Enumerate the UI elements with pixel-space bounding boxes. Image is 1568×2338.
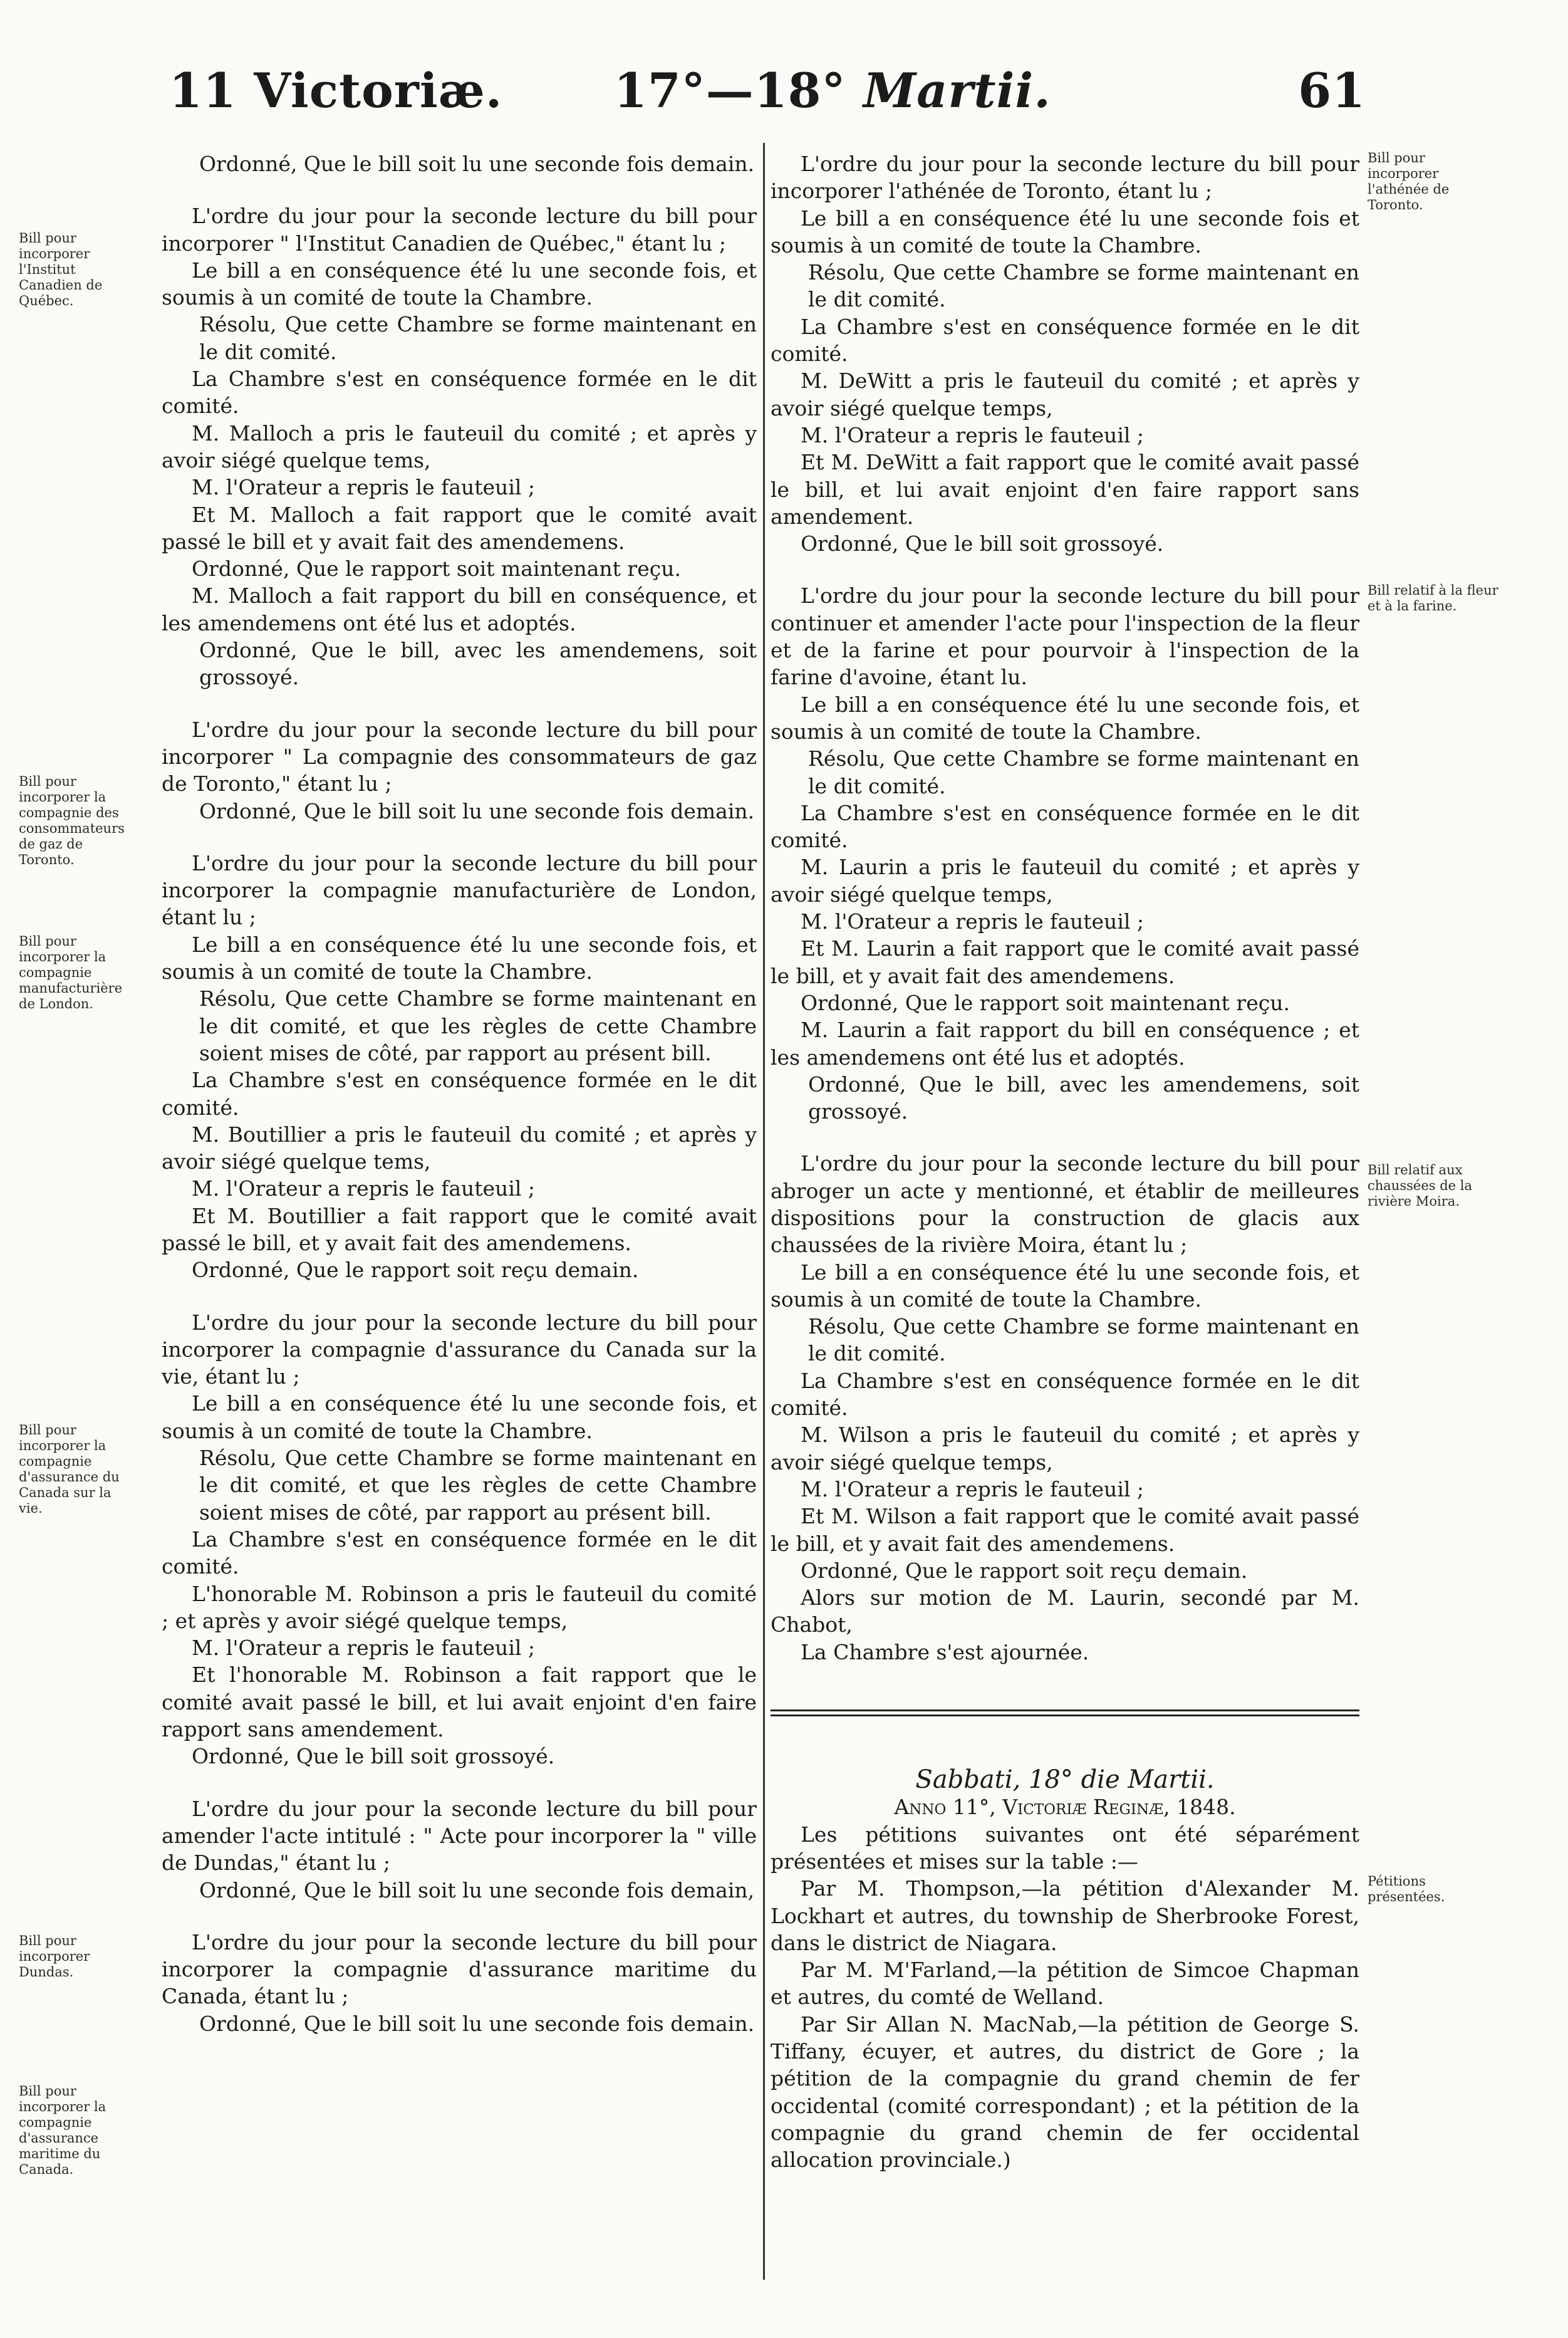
paragraph: Alors sur motion de M. Laurin, secondé par M. Chabot,: [771, 1585, 1359, 1637]
paragraph: Et M. Malloch a fait rapport que le comité avait passé le bill et y avait fait des amendemens.: [162, 502, 757, 554]
paragraph: La Chambre s'est en conséquence formée en le dit comité.: [162, 1526, 757, 1579]
paragraph: La Chambre s'est ajournée.: [801, 1639, 1089, 1664]
paragraph: Ordonné, Que le bill soit lu une seconde fois demain.: [199, 152, 755, 176]
paragraph: Résolu, Que cette Chambre se forme maintenant en le dit comité.: [808, 260, 1359, 312]
paragraph: Et M. Laurin a fait rapport que le comité avait passé le bill, et y avait fait des amendemens.: [771, 936, 1359, 988]
paragraph: L'ordre du jour pour la seconde lecture du bill pour continuer et amender l'acte pour l'inspection de la fleur et de la farine et pour pourvoir à l'inspection de la farine d'avoine, étant lu.: [771, 583, 1359, 690]
paragraph: Le bill a en conséquence été lu une seconde fois et soumis à un comité de toute la Chambre.: [771, 206, 1359, 258]
paragraph: Par M. Thompson,—la pétition d'Alexander M. Lockhart et autres, du township de Sherbrooke Forest, dans le district de Niagara.: [771, 1876, 1359, 1955]
regnal-year-line: Anno 11°, Victoriæ Reginæ, 1848.: [894, 1795, 1236, 1820]
paragraph: M. Laurin a pris le fauteuil du comité ; et après y avoir siégé quelque temps,: [771, 855, 1359, 907]
paragraph: M. l'Orateur a repris le fauteuil ;: [192, 1636, 536, 1661]
header-date-month: Martii.: [863, 63, 1051, 118]
margin-note: Bill relatif à la fleur et à la farine.: [1368, 583, 1498, 613]
paragraph: Et M. DeWitt a fait rapport que le comité avait passé le bill, et lui avait enjoint d'en faire rapport sans amendement.: [771, 450, 1359, 529]
paragraph: Ordonné, Que le bill soit lu une seconde fois demain,: [199, 1877, 755, 1902]
paragraph: La Chambre s'est en conséquence formée en le dit comité.: [162, 1068, 757, 1120]
paragraph: Par M. M'Farland,—la pétition de Simcoe Chapman et autres, du comté de Welland.: [771, 1958, 1359, 2010]
paragraph: Et l'honorable M. Robinson a fait rapport que le comité avait passé le bill, et lui avait enjoint d'en faire rapport sans amendement.: [162, 1662, 757, 1742]
page-number: 61: [1298, 63, 1366, 118]
margin-note: Bill pour incorporer la compagnie des consommateurs de gaz de Toronto.: [19, 774, 125, 867]
margin-note: Bill pour incorporer la compagnie manufacturière de London.: [19, 934, 123, 1011]
margin-note: Bill pour incorporer la compagnie d'assurance du Canada sur la vie.: [19, 1422, 120, 1516]
paragraph: Ordonné, Que le bill soit grossoyé.: [801, 531, 1164, 556]
left-column: [162, 150, 757, 2037]
header-date: [614, 63, 1051, 118]
paragraph: Et M. Boutillier a fait rapport que le comité avait passé le bill, et y avait fait des amendemens.: [162, 1203, 757, 1255]
paragraph: Le bill a en conséquence été lu une seconde fois, et soumis à un comité de toute la Chambre.: [771, 1260, 1359, 1312]
paragraph: Ordonné, Que le bill, avec les amendemens, soit grossoyé.: [199, 638, 757, 690]
paragraph: Les pétitions suivantes ont été séparément présentées et mises sur la table :—: [771, 1822, 1359, 1874]
paragraph: Résolu, Que cette Chambre se forme maintenant en le dit comité, et que les règles de cette Chambre soient mises de côté, par rapport au présent bill.: [199, 986, 757, 1065]
column-divider: [763, 143, 765, 2280]
paragraph: M. Malloch a fait rapport du bill en conséquence, et les amendemens ont été lus et adoptés.: [162, 583, 757, 635]
paragraph: L'ordre du jour pour la seconde lecture du bill pour incorporer la compagnie d'assurance maritime du Canada, étant lu ;: [162, 1929, 757, 2009]
margin-note: Bill relatif aux chaussées de la rivière Moira.: [1368, 1162, 1472, 1209]
paragraph: M. Malloch a pris le fauteuil du comité ; et après y avoir siégé quelque tems,: [162, 420, 757, 472]
paragraph: Ordonné, Que le rapport soit reçu demain.: [192, 1258, 639, 1283]
margin-note: Bill pour incorporer l'athénée de Toronto.: [1368, 150, 1450, 212]
paragraph: M. l'Orateur a repris le fauteuil ;: [801, 422, 1145, 447]
session-date-heading: Sabbati, 18° die Martii.: [915, 1765, 1215, 1795]
paragraph: L'ordre du jour pour la seconde lecture du bill pour incorporer la compagnie d'assurance du Canada sur la vie, étant lu ;: [162, 1310, 757, 1389]
paragraph: M. DeWitt a pris le fauteuil du comité ; et après y avoir siégé quelque temps,: [771, 368, 1359, 420]
paragraph: M. l'Orateur a repris le fauteuil ;: [192, 475, 536, 500]
paragraph: La Chambre s'est en conséquence formée en le dit comité.: [771, 800, 1359, 853]
paragraph: Ordonné, Que le bill soit grossoyé.: [192, 1744, 555, 1769]
paragraph: L'ordre du jour pour la seconde lecture du bill pour incorporer l'athénée de Toronto, étant lu ;: [771, 152, 1359, 204]
paragraph: M. Boutillier a pris le fauteuil du comité ; et après y avoir siégé quelque tems,: [162, 1122, 757, 1174]
paragraph: L'honorable M. Robinson a pris le fauteuil du comité ; et après y avoir siégé quelque temps,: [162, 1581, 757, 1633]
paragraph: M. l'Orateur a repris le fauteuil ;: [801, 909, 1145, 934]
paragraph: Et M. Wilson a fait rapport que le comité avait passé le bill, et y avait fait des amendemens.: [771, 1504, 1359, 1556]
margin-note: Bill pour incorporer Dundas.: [19, 1933, 90, 1980]
paragraph: Le bill a en conséquence été lu une seconde fois, et soumis à un comité de toute la Chambre.: [162, 1391, 757, 1443]
header-regnal-year: 11 Victoriæ.: [169, 63, 503, 118]
paragraph: Ordonné, Que le rapport soit reçu demain.: [801, 1558, 1248, 1583]
paragraph: Par Sir Allan N. MacNab,—la pétition de George S. Tiffany, écuyer, et autres, du district de Gore ; la pétition de la compagnie du grand chemin de fer occidental (comité correspondant) ; et la pétition de la compagnie du grand chemin de fer occidental allocation provinciale.): [771, 2012, 1359, 2173]
paragraph: Résolu, Que cette Chambre se forme maintenant en le dit comité.: [199, 312, 757, 364]
paragraph: Résolu, Que cette Chambre se forme maintenant en le dit comité, et que les règles de cette Chambre soient mises de côté, par rapport au présent bill.: [199, 1446, 757, 1525]
paragraph: M. l'Orateur a repris le fauteuil ;: [192, 1176, 536, 1201]
header-date-numbers: 17°—18°: [614, 63, 846, 118]
paragraph: L'ordre du jour pour la seconde lecture du bill pour amender l'acte intitulé : " Acte pour incorporer la " ville de Dundas," étant lu ;: [162, 1796, 757, 1876]
paragraph: Le bill a en conséquence été lu une seconde fois, et soumis à un comité de toute la Chambre.: [162, 932, 757, 984]
paragraph: M. l'Orateur a repris le fauteuil ;: [801, 1476, 1145, 1501]
margin-note: Bill pour incorporer l'Institut Canadien de Québec.: [19, 231, 103, 308]
paragraph: Résolu, Que cette Chambre se forme maintenant en le dit comité.: [808, 1314, 1359, 1366]
paragraph: L'ordre du jour pour la seconde lecture du bill pour incorporer " La compagnie des consommateurs de gaz de Toronto," étant lu ;: [162, 717, 757, 796]
paragraph: La Chambre s'est en conséquence formée en le dit comité.: [162, 367, 757, 419]
paragraph: Le bill a en conséquence été lu une seconde fois, et soumis à un comité de toute la Chambre.: [162, 258, 757, 310]
paragraph: L'ordre du jour pour la seconde lecture du bill pour abroger un acte y mentionné, et établir de meilleures dispositions pour la construction de glacis aux chaussées de la rivière Moira, étant lu ;: [771, 1151, 1359, 1258]
paragraph: M. Laurin a fait rapport du bill en conséquence ; et les amendemens ont été lus et adoptés.: [771, 1018, 1359, 1070]
paragraph: L'ordre du jour pour la seconde lecture du bill pour incorporer " l'Institut Canadien de Québec," étant lu ;: [162, 204, 757, 256]
paragraph: Ordonné, Que le bill soit lu une seconde fois demain.: [199, 798, 755, 823]
paragraph: L'ordre du jour pour la seconde lecture du bill pour incorporer la compagnie manufacturière de London, étant lu ;: [162, 850, 757, 930]
paragraph: M. Wilson a pris le fauteuil du comité ; et après y avoir siégé quelque temps,: [771, 1422, 1359, 1474]
paragraph: Le bill a en conséquence été lu une seconde fois, et soumis à un comité de toute la Chambre.: [771, 692, 1359, 744]
paragraph: La Chambre s'est en conséquence formée en le dit comité.: [771, 1368, 1359, 1421]
right-column: [771, 150, 1359, 2173]
paragraph: Ordonné, Que le bill soit lu une seconde fois demain.: [199, 2011, 755, 2036]
paragraph: Ordonné, Que le bill, avec les amendemens, soit grossoyé.: [808, 1072, 1359, 1124]
section-rule: [771, 1709, 1359, 1716]
page-header: [163, 63, 1366, 132]
margin-note: Bill pour incorporer la compagnie d'assurance maritime du Canada.: [19, 2084, 106, 2177]
margin-note: Pétitions présentées.: [1368, 1874, 1445, 1904]
paragraph: Résolu, Que cette Chambre se forme maintenant en le dit comité.: [808, 746, 1359, 798]
paragraph: Ordonné, Que le rapport soit maintenant reçu.: [192, 556, 681, 582]
paragraph: La Chambre s'est en conséquence formée en le dit comité.: [771, 314, 1359, 367]
paragraph: Ordonné, Que le rapport soit maintenant reçu.: [801, 990, 1290, 1015]
